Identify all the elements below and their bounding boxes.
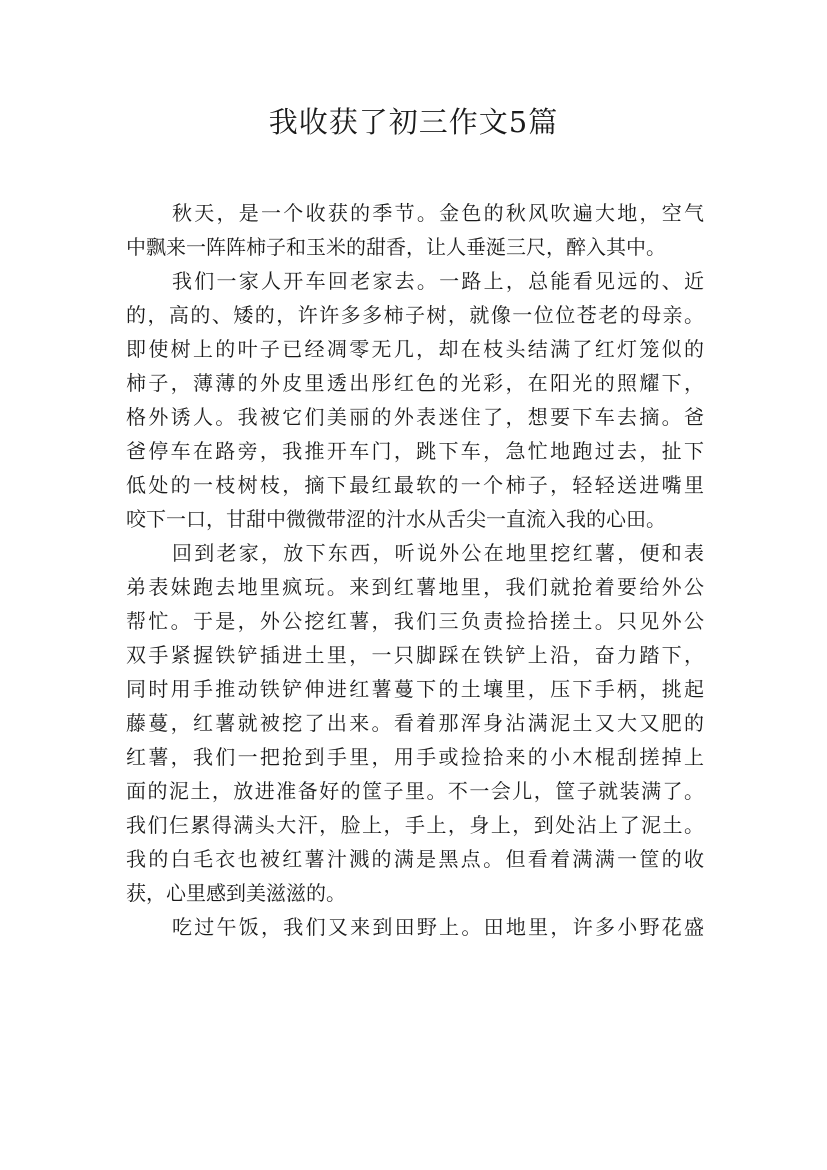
document-body <box>126 196 704 944</box>
text-line: 即使树上的叶子已经凋零无几，却在枝头结满了红灯笼似的 <box>126 337 704 361</box>
document-title: 我收获了初三作文5篇 <box>268 105 559 139</box>
paragraph-2 <box>126 264 704 536</box>
text-line: 红薯，我们一把抢到手里，用手或捡拾来的小木棍刮搓掉上 <box>126 745 704 769</box>
text-line: 的，高的、矮的，许许多多柿子树，就像一位位苍老的母亲。 <box>126 303 704 327</box>
text-line: 帮忙。于是，外公挖红薯，我们三负责捡拾搓土。只见外公 <box>126 609 704 633</box>
text-line: 格外诱人。我被它们美丽的外表迷住了，想要下车去摘。爸 <box>126 405 704 429</box>
text-line: 回到老家，放下东西，听说外公在地里挖红薯，便和表 <box>172 541 704 565</box>
text-line: 我的白毛衣也被红薯汁溅的满是黑点。但看着满满一筐的收 <box>126 847 704 871</box>
text-line: 弟表妹跑去地里疯玩。来到红薯地里，我们就抢着要给外公 <box>126 575 704 599</box>
text-line: 我们一家人开车回老家去。一路上，总能看见远的、近 <box>172 269 704 293</box>
text-line: 咬下一口，甘甜中微微带涩的汁水从舌尖一直流入我的心田。 <box>126 507 666 531</box>
text-line: 爸停车在路旁，我推开车门，跳下车，急忙地跑过去，扯下 <box>126 439 704 463</box>
paragraph-4 <box>126 910 704 944</box>
text-line: 藤蔓，红薯就被挖了出来。看着那浑身沾满泥土又大又肥的 <box>126 711 704 735</box>
text-line: 面的泥土，放进准备好的筐子里。不一会儿，筐子就装满了。 <box>126 779 704 803</box>
text-line: 中飘来一阵阵柿子和玉米的甜香，让人垂涎三尺，醉入其中。 <box>126 235 666 259</box>
text-line: 双手紧握铁铲插进土里，一只脚踩在铁铲上沿，奋力踏下， <box>126 643 704 667</box>
text-line: 同时用手推动铁铲伸进红薯蔓下的土壤里，压下手柄，挑起 <box>126 677 704 701</box>
text-line: 我们仨累得满头大汗，脸上，手上，身上，到处沾上了泥土。 <box>126 813 704 837</box>
paragraph-1 <box>126 196 704 264</box>
text-line: 获，心里感到美滋滋的。 <box>126 881 346 905</box>
text-line: 吃过午饭，我们又来到田野上。田地里，许多小野花盛 <box>172 915 704 939</box>
text-line: 秋天，是一个收获的季节。金色的秋风吹遍大地，空气 <box>172 201 704 225</box>
text-line: 柿子，薄薄的外皮里透出彤红色的光彩，在阳光的照耀下， <box>126 371 704 395</box>
text-line: 低处的一枝树枝，摘下最红最软的一个柿子，轻轻送进嘴里 <box>126 473 704 497</box>
paragraph-3 <box>126 536 704 910</box>
